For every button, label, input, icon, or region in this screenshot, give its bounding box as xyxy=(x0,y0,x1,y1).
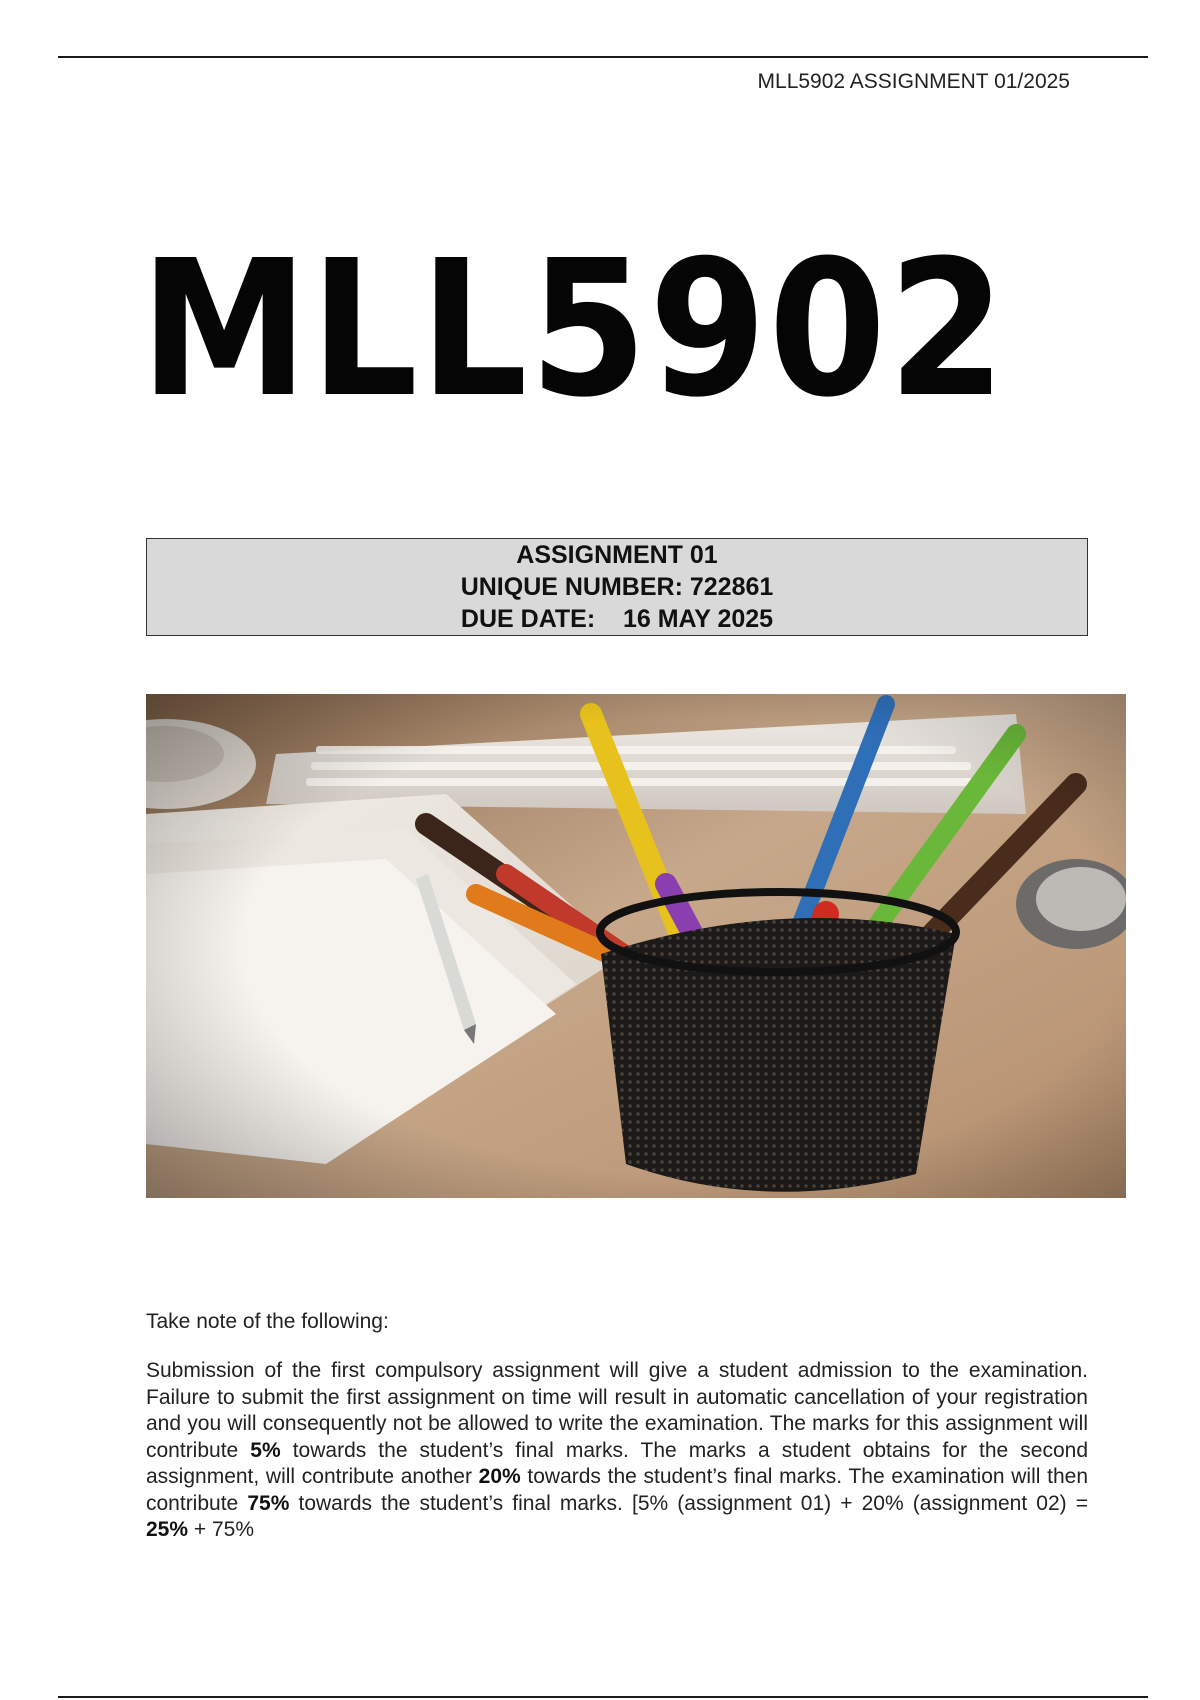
note-bold-20pct: 20% xyxy=(478,1465,521,1488)
note-text-2: towards the student’s final marks. The marks a student obtains for the second assignment, will contribute another xyxy=(146,1438,1088,1488)
assignment-label: ASSIGNMENT 01 xyxy=(516,541,718,569)
note-text-3: towards the student’s final marks. The examination will then contribute xyxy=(146,1465,1089,1515)
note-text-1: Submission of the first compulsory assignment will give a student admission to the examination. Failure to submit the first assignment on time will result in automatic cancellation of your registration and you will consequently not be allowed to write the examination. The marks for this assignment will contribute xyxy=(146,1359,1088,1462)
note-text-4: towards the student’s final marks. [5% (assignment 01) + 20% (assignment 02) = xyxy=(289,1491,1088,1515)
due-date: DUE DATE: 16 MAY 2025 xyxy=(460,605,774,633)
note-bold-75pct: 75% xyxy=(247,1491,290,1515)
note-paragraph xyxy=(146,1358,1088,1544)
pencils-in-cup-photo xyxy=(146,694,1126,1198)
note-bold-25pct: 25% xyxy=(146,1518,189,1541)
top-rule xyxy=(58,56,1148,58)
course-code-title: MLL5902 xyxy=(140,220,1008,439)
note-intro: Take note of the following: xyxy=(146,1310,389,1333)
note-bold-5pct: 5% xyxy=(250,1438,281,1462)
running-header: MLL5902 ASSIGNMENT 01/2025 xyxy=(757,70,1070,93)
note-text-5: + 75% xyxy=(188,1518,254,1541)
unique-number: UNIQUE NUMBER: 722861 xyxy=(460,573,774,601)
desk-scene-illustration xyxy=(146,694,1126,1198)
bottom-rule xyxy=(58,1696,1148,1698)
assignment-info-box xyxy=(146,538,1088,636)
